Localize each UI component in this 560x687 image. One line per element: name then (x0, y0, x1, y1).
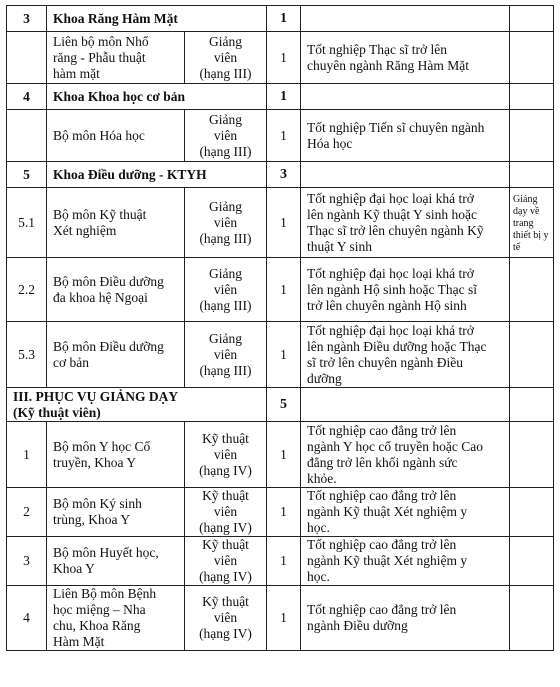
position-title: Kỹ thuật viên (hạng IV) (185, 537, 267, 586)
row-number: 2 (7, 488, 47, 537)
table-row (7, 586, 554, 651)
unit-name: Bộ môn Kỹ thuật Xét nghiệm (47, 188, 185, 258)
note-text (510, 537, 554, 586)
row-number: 3 (7, 6, 47, 32)
position-title: Kỹ thuật viên (hạng IV) (185, 586, 267, 651)
requirement-text: Tốt nghiệp Tiến sĩ chuyên ngành Hóa học (301, 110, 510, 162)
row-number: 5.1 (7, 188, 47, 258)
row-number: 5.3 (7, 322, 47, 388)
quota-count: 1 (267, 322, 301, 388)
requirement-text: Tốt nghiệp đại học loại khá trở lên ngành Kỹ thuật Y sinh hoặc Thạc sĩ trở lên chuyên ngành Kỹ thuật Y sinh (301, 188, 510, 258)
quota-count: 3 (267, 162, 301, 188)
group-name: Khoa Răng Hàm Mặt (47, 6, 267, 32)
requirement-text: Tốt nghiệp cao đẳng trở lên ngành Kỹ thuật Xét nghiệm y học. (301, 488, 510, 537)
note-text (510, 32, 554, 84)
position-title: Giảng viên (hạng III) (185, 258, 267, 322)
table-row (7, 110, 554, 162)
requirement-text: Tốt nghiệp cao đẳng trở lên ngành Điều dưỡng (301, 586, 510, 651)
row-number: 5 (7, 162, 47, 188)
row-number: 2.2 (7, 258, 47, 322)
recruitment-table (6, 5, 554, 651)
quota-count: 1 (267, 6, 301, 32)
row-number: 3 (7, 537, 47, 586)
note-text (510, 488, 554, 537)
requirement-cell (301, 162, 510, 188)
unit-name: Bộ môn Y học Cổ truyền, Khoa Y (47, 422, 185, 488)
requirement-text: Tốt nghiệp đại học loại khá trở lên ngành Hộ sinh hoặc Thạc sĩ trở lên chuyên ngành Hộ sinh (301, 258, 510, 322)
note-text (510, 322, 554, 388)
requirement-text: Tốt nghiệp Thạc sĩ trở lên chuyên ngành Răng Hàm Mặt (301, 32, 510, 84)
table-row (7, 258, 554, 322)
note-cell (510, 162, 554, 188)
quota-count: 1 (267, 110, 301, 162)
unit-name: Bộ môn Điều dưỡng đa khoa hệ Ngoại (47, 258, 185, 322)
note-cell (510, 84, 554, 110)
row-number: 4 (7, 84, 47, 110)
note-text (510, 258, 554, 322)
table-body (7, 6, 554, 651)
requirement-text: Tốt nghiệp cao đẳng trở lên ngành Kỹ thuật Xét nghiệm y học. (301, 537, 510, 586)
note-text (510, 586, 554, 651)
position-title: Giảng viên (hạng III) (185, 110, 267, 162)
position-title: Kỹ thuật viên (hạng IV) (185, 488, 267, 537)
row-number (7, 32, 47, 84)
table-row (7, 488, 554, 537)
requirement-cell (301, 6, 510, 32)
table-row (7, 537, 554, 586)
quota-count: 1 (267, 537, 301, 586)
unit-name: Bộ môn Ký sinh trùng, Khoa Y (47, 488, 185, 537)
note-text (510, 110, 554, 162)
unit-name: Bộ môn Hóa học (47, 110, 185, 162)
note-text: Giảng dạy về trang thiết bị y tế (510, 188, 554, 258)
group-row (7, 6, 554, 32)
position-title: Giảng viên (hạng III) (185, 32, 267, 84)
quota-count: 1 (267, 188, 301, 258)
unit-name: Liên Bộ môn Bệnh học miệng – Nha chu, Khoa Răng Hàm Mặt (47, 586, 185, 651)
quota-count: 1 (267, 422, 301, 488)
group-row (7, 162, 554, 188)
document-page (6, 5, 554, 651)
row-number: 1 (7, 422, 47, 488)
quota-count: 1 (267, 258, 301, 322)
unit-name: Liên bộ môn Nhổ răng - Phẫu thuật hàm mặt (47, 32, 185, 84)
requirement-text: Tốt nghiệp đại học loại khá trở lên ngành Điều dưỡng hoặc Thạc sĩ trở lên chuyên ngành Điều dưỡng (301, 322, 510, 388)
requirement-cell (301, 388, 510, 422)
unit-name: Bộ môn Huyết học, Khoa Y (47, 537, 185, 586)
note-cell (510, 6, 554, 32)
unit-name: Bộ môn Điều dưỡng cơ bản (47, 322, 185, 388)
note-text (510, 422, 554, 488)
group-name: Khoa Khoa học cơ bản (47, 84, 267, 110)
row-number (7, 110, 47, 162)
quota-count: 1 (267, 32, 301, 84)
group-row (7, 388, 554, 422)
position-title: Giảng viên (hạng III) (185, 322, 267, 388)
group-name: Khoa Điều dưỡng - KTYH (47, 162, 267, 188)
position-title: Giảng viên (hạng III) (185, 188, 267, 258)
quota-count: 1 (267, 586, 301, 651)
note-cell (510, 388, 554, 422)
quota-count: 1 (267, 84, 301, 110)
position-title: Kỹ thuật viên (hạng IV) (185, 422, 267, 488)
requirement-text: Tốt nghiệp cao đẳng trở lên ngành Y học cổ truyền hoặc Cao đẳng trở lên khối ngành sức khỏe. (301, 422, 510, 488)
group-name: III. PHỤC VỤ GIẢNG DẠY (Kỹ thuật viên) (7, 388, 267, 422)
quota-count: 5 (267, 388, 301, 422)
row-number: 4 (7, 586, 47, 651)
group-row (7, 84, 554, 110)
quota-count: 1 (267, 488, 301, 537)
requirement-cell (301, 84, 510, 110)
table-row (7, 32, 554, 84)
table-row (7, 188, 554, 258)
table-row (7, 322, 554, 388)
table-row (7, 422, 554, 488)
